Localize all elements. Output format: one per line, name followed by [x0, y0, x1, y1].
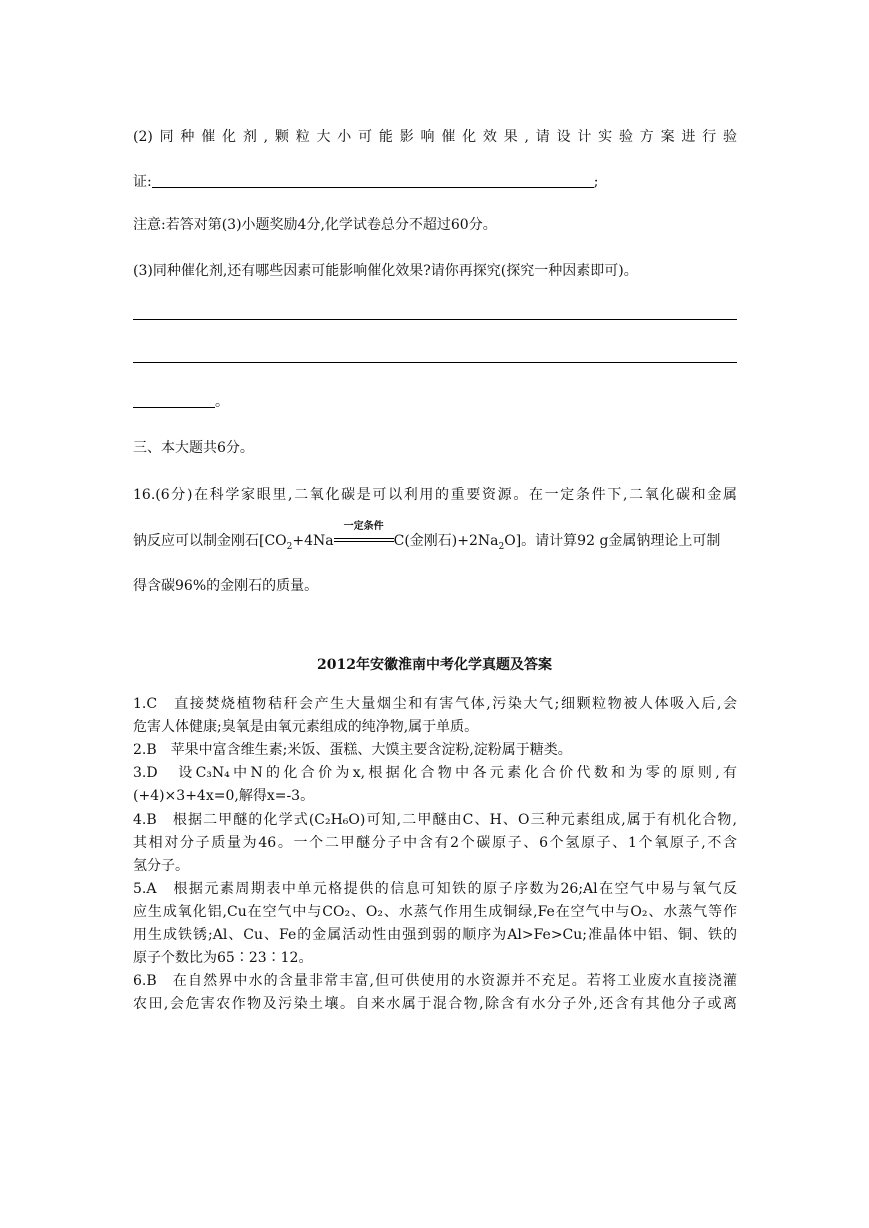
q15-part2-prefix: 证:: [133, 174, 152, 190]
q15-part2-suffix: ;: [593, 174, 599, 190]
reaction-condition: 一定条件: [343, 521, 384, 532]
answer-line-1[interactable]: [133, 319, 737, 320]
end-mark: 。: [215, 394, 229, 410]
answer-line: (+4)×3+4x=0,解得x=-3。: [133, 788, 315, 805]
answers-title: 2012年安徽淮南中考化学真题及答案: [317, 657, 552, 673]
answer-line: 危害人体健康;臭氧是由氧元素组成的纯净物,属于单质。: [133, 719, 479, 736]
bonus-note: 注意:若答对第(3)小题奖励4分,化学试卷总分不超过60分。: [133, 217, 497, 233]
q16-line2: [133, 521, 721, 552]
subscript: 2: [286, 541, 293, 552]
q16-text-c: C(金刚石)+2Na: [393, 533, 499, 549]
subscript: 2: [498, 541, 505, 552]
reaction-arrow: [334, 521, 394, 545]
q15-part2-line2: [133, 171, 598, 191]
q16-text-d: O]。请计算92 g金属钠理论上可制: [504, 533, 721, 549]
q15-part3: (3)同种催化剂,还有哪些因素可能影响催化效果?请你再探究(探究一种因素即可)。: [133, 263, 638, 279]
q16-text-b: +4Na: [292, 533, 334, 549]
q16-line3: 得含碳96%的金刚石的质量。: [133, 578, 319, 594]
q16-line1: 16.(6分)在科学家眼里,二氧化碳是可以利用的重要资源。在一定条件下,二氧化碳和金属: [133, 487, 737, 503]
answer-blank[interactable]: [152, 173, 594, 188]
answer-line: 1.C 直接焚烧植物秸秆会产生大量烟尘和有害气体,污染大气;细颗粒物被人体吸入后,会: [133, 696, 737, 712]
answer-line: 应生成氧化铝,Cu在空气中与CO₂、O₂、水蒸气作用生成铜绿,Fe在空气中与O₂、水蒸气等作: [133, 903, 737, 920]
answer-line-2[interactable]: [133, 362, 737, 363]
answer-blank[interactable]: [133, 393, 215, 408]
answer-line: 2.B 苹果中富含维生素;米饭、蛋糕、大馍主要含淀粉,淀粉属于糖类。: [133, 742, 572, 759]
q15-part2-line1: (2)同种催化剂,颗粒大小可能影响催化效果,请设计实验方案进行验: [133, 129, 737, 145]
answer-line: 6.B 在自然界中水的含量非常丰富,但可供使用的水资源并不充足。若将工业废水直接浇灌: [133, 973, 737, 990]
answer-line: 用生成铁锈;Al、Cu、Fe的金属活动性由强到弱的顺序为Al>Fe>Cu;准晶体中铝、铜、铁的: [133, 927, 737, 943]
answer-line: 农田,会危害农作物及污染土壤。自来水属于混合物,除含有水分子外,还含有其他分子或离: [133, 996, 737, 1013]
answer-line: 氢分子。: [133, 857, 189, 874]
q15-part3-end: [133, 391, 229, 411]
answer-line: 3.D 设C₃N₄中N的化合价为x,根据化合物中各元素化合价代数和为零的原则,有: [133, 765, 737, 782]
section-heading: 三、本大题共6分。: [133, 440, 254, 456]
answer-line: 其相对分子质量为46。一个二甲醚分子中含有2个碳原子、6个氢原子、1个氧原子,不含: [133, 834, 737, 851]
answer-line: 5.A 根据元素周期表中单元格提供的信息可知铁的原子序数为26;Al在空气中易与氧气反: [133, 880, 737, 897]
answer-line: 4.B 根据二甲醚的化学式(C₂H₆O)可知,二甲醚由C、H、O三种元素组成,属于有机化合物,: [133, 811, 737, 828]
q16-text-a: 钠反应可以制金刚石[CO: [133, 533, 287, 549]
answer-line: 原子个数比为65∶23∶12。: [133, 950, 313, 967]
